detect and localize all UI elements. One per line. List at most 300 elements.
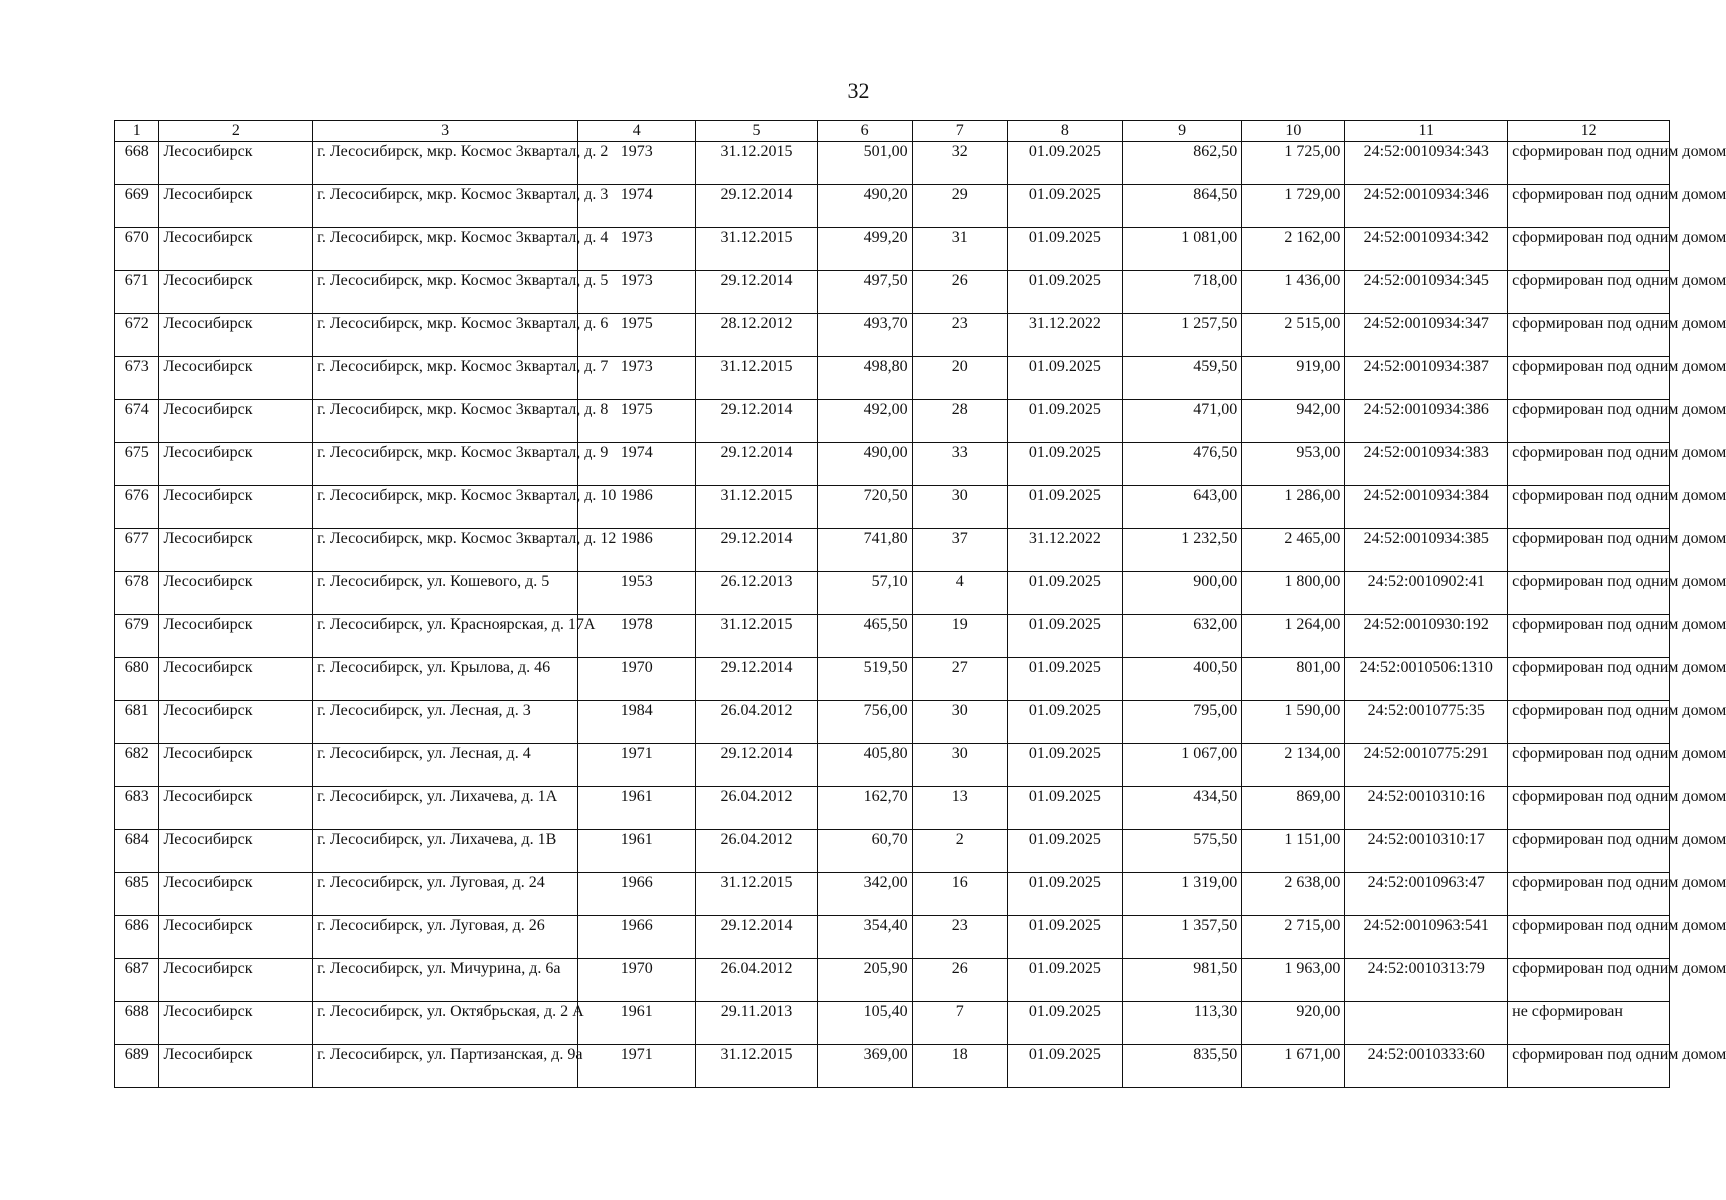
address-cell: г. Лесосибирск, ул. Лесная, д. 3 — [313, 701, 578, 744]
address-cell: г. Лесосибирск, ул. Лесная, д. 4 — [313, 744, 578, 787]
cadastral-number-cell: 24:52:0010934:343 — [1345, 142, 1508, 185]
area-cell: 493,70 — [817, 314, 912, 357]
table-row — [115, 873, 1670, 916]
cost-value-cell: 864,50 — [1122, 185, 1241, 228]
build-year-cell: 1973 — [578, 228, 696, 271]
column-header: 6 — [817, 121, 912, 142]
deadline-date-cell: 01.09.2025 — [1007, 959, 1122, 1002]
row-number-cell: 689 — [115, 1045, 159, 1088]
survey-date-cell: 26.04.2012 — [696, 959, 817, 1002]
apartments-cell: 37 — [912, 529, 1007, 572]
survey-date-cell: 29.12.2014 — [696, 916, 817, 959]
total-value-cell: 1 436,00 — [1242, 271, 1345, 314]
cadastral-number-cell: 24:52:0010310:17 — [1345, 830, 1508, 873]
cadastral-number-cell: 24:52:0010506:1310 — [1345, 658, 1508, 701]
apartments-cell: 26 — [912, 271, 1007, 314]
apartments-cell: 20 — [912, 357, 1007, 400]
survey-date-cell: 26.04.2012 — [696, 787, 817, 830]
address-cell: г. Лесосибирск, ул. Мичурина, д. 6а — [313, 959, 578, 1002]
area-cell: 465,50 — [817, 615, 912, 658]
build-year-cell: 1970 — [578, 658, 696, 701]
land-status-cell: сформирован под одним домом — [1508, 959, 1670, 1002]
cost-value-cell: 862,50 — [1122, 142, 1241, 185]
column-header: 8 — [1007, 121, 1122, 142]
page-number: 32 — [847, 78, 870, 103]
table-row — [115, 228, 1670, 271]
cadastral-number-cell: 24:52:0010934:346 — [1345, 185, 1508, 228]
address-cell: г. Лесосибирск, мкр. Космос 3квартал, д. 7 — [313, 357, 578, 400]
table-row — [115, 744, 1670, 787]
survey-date-cell: 29.12.2014 — [696, 658, 817, 701]
cadastral-number-cell: 24:52:0010310:16 — [1345, 787, 1508, 830]
apartments-cell: 18 — [912, 1045, 1007, 1088]
apartments-cell: 29 — [912, 185, 1007, 228]
survey-date-cell: 31.12.2015 — [696, 873, 817, 916]
deadline-date-cell: 01.09.2025 — [1007, 142, 1122, 185]
address-cell: г. Лесосибирск, ул. Луговая, д. 24 — [313, 873, 578, 916]
build-year-cell: 1974 — [578, 185, 696, 228]
cadastral-number-cell: 24:52:0010775:35 — [1345, 701, 1508, 744]
city-cell: Лесосибирск — [159, 142, 313, 185]
survey-date-cell: 29.12.2014 — [696, 529, 817, 572]
cadastral-number-cell: 24:52:0010934:342 — [1345, 228, 1508, 271]
total-value-cell: 2 515,00 — [1242, 314, 1345, 357]
address-cell: г. Лесосибирск, мкр. Космос 3квартал, д. 12 — [313, 529, 578, 572]
cost-value-cell: 900,00 — [1122, 572, 1241, 615]
apartments-cell: 32 — [912, 142, 1007, 185]
column-header: 4 — [578, 121, 696, 142]
land-status-cell: не сформирован — [1508, 1002, 1670, 1045]
total-value-cell: 801,00 — [1242, 658, 1345, 701]
cadastral-number-cell: 24:52:0010930:192 — [1345, 615, 1508, 658]
survey-date-cell: 26.04.2012 — [696, 701, 817, 744]
table-row — [115, 959, 1670, 1002]
survey-date-cell: 29.12.2014 — [696, 185, 817, 228]
apartments-cell: 30 — [912, 486, 1007, 529]
cadastral-number-cell: 24:52:0010934:386 — [1345, 400, 1508, 443]
cost-value-cell: 476,50 — [1122, 443, 1241, 486]
area-cell: 720,50 — [817, 486, 912, 529]
total-value-cell: 1 151,00 — [1242, 830, 1345, 873]
deadline-date-cell: 01.09.2025 — [1007, 701, 1122, 744]
city-cell: Лесосибирск — [159, 1045, 313, 1088]
survey-date-cell: 31.12.2015 — [696, 228, 817, 271]
land-status-cell: сформирован под одним домом — [1508, 400, 1670, 443]
row-number-cell: 674 — [115, 400, 159, 443]
apartments-cell: 23 — [912, 916, 1007, 959]
land-status-cell: сформирован под одним домом — [1508, 486, 1670, 529]
deadline-date-cell: 01.09.2025 — [1007, 830, 1122, 873]
total-value-cell: 942,00 — [1242, 400, 1345, 443]
city-cell: Лесосибирск — [159, 185, 313, 228]
cadastral-number-cell: 24:52:0010934:345 — [1345, 271, 1508, 314]
deadline-date-cell: 01.09.2025 — [1007, 185, 1122, 228]
city-cell: Лесосибирск — [159, 701, 313, 744]
city-cell: Лесосибирск — [159, 314, 313, 357]
area-cell: 501,00 — [817, 142, 912, 185]
build-year-cell: 1971 — [578, 1045, 696, 1088]
city-cell: Лесосибирск — [159, 271, 313, 314]
area-cell: 492,00 — [817, 400, 912, 443]
total-value-cell: 1 671,00 — [1242, 1045, 1345, 1088]
cadastral-number-cell: 24:52:0010934:387 — [1345, 357, 1508, 400]
apartments-cell: 28 — [912, 400, 1007, 443]
table-row — [115, 400, 1670, 443]
row-number-cell: 677 — [115, 529, 159, 572]
column-header: 11 — [1345, 121, 1508, 142]
cadastral-number-cell: 24:52:0010934:384 — [1345, 486, 1508, 529]
city-cell: Лесосибирск — [159, 916, 313, 959]
area-cell: 498,80 — [817, 357, 912, 400]
row-number-cell: 685 — [115, 873, 159, 916]
build-year-cell: 1961 — [578, 1002, 696, 1045]
deadline-date-cell: 01.09.2025 — [1007, 228, 1122, 271]
row-number-cell: 676 — [115, 486, 159, 529]
cadastral-number-cell: 24:52:0010775:291 — [1345, 744, 1508, 787]
apartments-cell: 16 — [912, 873, 1007, 916]
table-row — [115, 1045, 1670, 1088]
city-cell: Лесосибирск — [159, 228, 313, 271]
column-header: 7 — [912, 121, 1007, 142]
build-year-cell: 1978 — [578, 615, 696, 658]
row-number-cell: 672 — [115, 314, 159, 357]
apartments-cell: 13 — [912, 787, 1007, 830]
land-status-cell: сформирован под одним домом — [1508, 744, 1670, 787]
land-status-cell: сформирован под одним домом — [1508, 830, 1670, 873]
cadastral-number-cell: 24:52:0010934:383 — [1345, 443, 1508, 486]
total-value-cell: 920,00 — [1242, 1002, 1345, 1045]
apartments-cell: 19 — [912, 615, 1007, 658]
table-row — [115, 357, 1670, 400]
area-cell: 57,10 — [817, 572, 912, 615]
city-cell: Лесосибирск — [159, 529, 313, 572]
apartments-cell: 31 — [912, 228, 1007, 271]
land-status-cell: сформирован под одним домом — [1508, 916, 1670, 959]
row-number-cell: 686 — [115, 916, 159, 959]
row-number-cell: 687 — [115, 959, 159, 1002]
table-row — [115, 701, 1670, 744]
survey-date-cell: 31.12.2015 — [696, 142, 817, 185]
table-body — [115, 142, 1726, 1088]
total-value-cell: 1 264,00 — [1242, 615, 1345, 658]
cost-value-cell: 575,50 — [1122, 830, 1241, 873]
cadastral-number-cell: 24:52:0010963:541 — [1345, 916, 1508, 959]
address-cell: г. Лесосибирск, мкр. Космос 3квартал, д. 3 — [313, 185, 578, 228]
table-row — [115, 443, 1670, 486]
apartments-cell: 27 — [912, 658, 1007, 701]
table-row — [115, 271, 1670, 314]
header-row — [115, 121, 1670, 142]
area-cell: 497,50 — [817, 271, 912, 314]
deadline-date-cell: 01.09.2025 — [1007, 787, 1122, 830]
deadline-date-cell: 01.09.2025 — [1007, 271, 1122, 314]
address-cell: г. Лесосибирск, ул. Красноярская, д. 17А — [313, 615, 578, 658]
build-year-cell: 1975 — [578, 314, 696, 357]
build-year-cell: 1970 — [578, 959, 696, 1002]
deadline-date-cell: 01.09.2025 — [1007, 916, 1122, 959]
cost-value-cell: 643,00 — [1122, 486, 1241, 529]
address-cell: г. Лесосибирск, мкр. Космос 3квартал, д. 8 — [313, 400, 578, 443]
table-row — [115, 572, 1670, 615]
build-year-cell: 1973 — [578, 357, 696, 400]
city-cell: Лесосибирск — [159, 873, 313, 916]
row-number-cell: 669 — [115, 185, 159, 228]
row-number-cell: 680 — [115, 658, 159, 701]
address-cell: г. Лесосибирск, ул. Крылова, д. 46 — [313, 658, 578, 701]
survey-date-cell: 31.12.2015 — [696, 615, 817, 658]
row-number-cell: 683 — [115, 787, 159, 830]
survey-date-cell: 29.12.2014 — [696, 443, 817, 486]
total-value-cell: 1 963,00 — [1242, 959, 1345, 1002]
cost-value-cell: 400,50 — [1122, 658, 1241, 701]
land-status-cell: сформирован под одним домом — [1508, 615, 1670, 658]
deadline-date-cell: 01.09.2025 — [1007, 357, 1122, 400]
land-status-cell: сформирован под одним домом — [1508, 658, 1670, 701]
row-number-cell: 682 — [115, 744, 159, 787]
table-row — [115, 185, 1670, 228]
table-row — [115, 529, 1670, 572]
table-row — [115, 830, 1670, 873]
area-cell: 741,80 — [817, 529, 912, 572]
deadline-date-cell: 31.12.2022 — [1007, 314, 1122, 357]
build-year-cell: 1966 — [578, 873, 696, 916]
survey-date-cell: 29.11.2013 — [696, 1002, 817, 1045]
survey-date-cell: 31.12.2015 — [696, 486, 817, 529]
cadastral-number-cell: 24:52:0010333:60 — [1345, 1045, 1508, 1088]
area-cell: 205,90 — [817, 959, 912, 1002]
build-year-cell: 1986 — [578, 529, 696, 572]
address-cell: г. Лесосибирск, ул. Кошевого, д. 5 — [313, 572, 578, 615]
apartments-cell: 30 — [912, 701, 1007, 744]
land-status-cell: сформирован под одним домом — [1508, 443, 1670, 486]
cost-value-cell: 1 067,00 — [1122, 744, 1241, 787]
row-number-cell: 684 — [115, 830, 159, 873]
build-year-cell: 1974 — [578, 443, 696, 486]
city-cell: Лесосибирск — [159, 357, 313, 400]
build-year-cell: 1971 — [578, 744, 696, 787]
row-number-cell: 670 — [115, 228, 159, 271]
area-cell: 756,00 — [817, 701, 912, 744]
address-cell: г. Лесосибирск, мкр. Космос 3квартал, д. 6 — [313, 314, 578, 357]
land-status-cell: сформирован под одним домом — [1508, 1045, 1670, 1088]
cadastral-number-cell: 24:52:0010313:79 — [1345, 959, 1508, 1002]
row-number-cell: 671 — [115, 271, 159, 314]
build-year-cell: 1973 — [578, 271, 696, 314]
row-number-cell: 688 — [115, 1002, 159, 1045]
city-cell: Лесосибирск — [159, 615, 313, 658]
deadline-date-cell: 01.09.2025 — [1007, 400, 1122, 443]
cost-value-cell: 471,00 — [1122, 400, 1241, 443]
city-cell: Лесосибирск — [159, 443, 313, 486]
cost-value-cell: 1 319,00 — [1122, 873, 1241, 916]
total-value-cell: 919,00 — [1242, 357, 1345, 400]
land-status-cell: сформирован под одним домом — [1508, 787, 1670, 830]
total-value-cell: 1 800,00 — [1242, 572, 1345, 615]
cadastral-number-cell: 24:52:0010902:41 — [1345, 572, 1508, 615]
city-cell: Лесосибирск — [159, 787, 313, 830]
cost-value-cell: 835,50 — [1122, 1045, 1241, 1088]
city-cell: Лесосибирск — [159, 658, 313, 701]
area-cell: 405,80 — [817, 744, 912, 787]
cadastral-number-cell: 24:52:0010963:47 — [1345, 873, 1508, 916]
total-value-cell: 1 286,00 — [1242, 486, 1345, 529]
address-cell: г. Лесосибирск, ул. Лихачева, д. 1В — [313, 830, 578, 873]
apartments-cell: 4 — [912, 572, 1007, 615]
address-cell: г. Лесосибирск, мкр. Космос 3квартал, д. 5 — [313, 271, 578, 314]
survey-date-cell: 31.12.2015 — [696, 357, 817, 400]
land-status-cell: сформирован под одним домом — [1508, 572, 1670, 615]
deadline-date-cell: 01.09.2025 — [1007, 873, 1122, 916]
deadline-date-cell: 31.12.2022 — [1007, 529, 1122, 572]
build-year-cell: 1986 — [578, 486, 696, 529]
land-status-cell: сформирован под одним домом — [1508, 873, 1670, 916]
address-cell: г. Лесосибирск, мкр. Космос 3квартал, д. 4 — [313, 228, 578, 271]
row-number-cell: 681 — [115, 701, 159, 744]
apartments-cell: 33 — [912, 443, 1007, 486]
table-row — [115, 1002, 1670, 1045]
table-row — [115, 142, 1670, 185]
survey-date-cell: 29.12.2014 — [696, 400, 817, 443]
land-status-cell: сформирован под одним домом — [1508, 701, 1670, 744]
table-row — [115, 486, 1670, 529]
city-cell: Лесосибирск — [159, 400, 313, 443]
deadline-date-cell: 01.09.2025 — [1007, 1002, 1122, 1045]
cost-value-cell: 434,50 — [1122, 787, 1241, 830]
total-value-cell: 2 162,00 — [1242, 228, 1345, 271]
column-header: 3 — [313, 121, 578, 142]
total-value-cell: 2 715,00 — [1242, 916, 1345, 959]
area-cell: 354,40 — [817, 916, 912, 959]
column-header: 12 — [1508, 121, 1670, 142]
total-value-cell: 1 725,00 — [1242, 142, 1345, 185]
land-status-cell: сформирован под одним домом — [1508, 271, 1670, 314]
address-cell: г. Лесосибирск, ул. Партизанская, д. 9а — [313, 1045, 578, 1088]
land-status-cell: сформирован под одним домом — [1508, 142, 1670, 185]
table-row — [115, 615, 1670, 658]
row-number-cell: 679 — [115, 615, 159, 658]
land-status-cell: сформирован под одним домом — [1508, 185, 1670, 228]
column-header: 2 — [159, 121, 313, 142]
build-year-cell: 1984 — [578, 701, 696, 744]
deadline-date-cell: 01.09.2025 — [1007, 1045, 1122, 1088]
cost-value-cell: 632,00 — [1122, 615, 1241, 658]
land-status-cell: сформирован под одним домом — [1508, 529, 1670, 572]
column-header: 1 — [115, 121, 159, 142]
apartments-cell: 2 — [912, 830, 1007, 873]
address-cell: г. Лесосибирск, ул. Луговая, д. 26 — [313, 916, 578, 959]
survey-date-cell: 26.12.2013 — [696, 572, 817, 615]
apartments-cell: 30 — [912, 744, 1007, 787]
build-year-cell: 1953 — [578, 572, 696, 615]
cost-value-cell: 718,00 — [1122, 271, 1241, 314]
cost-value-cell: 1 081,00 — [1122, 228, 1241, 271]
deadline-date-cell: 01.09.2025 — [1007, 443, 1122, 486]
build-year-cell: 1961 — [578, 830, 696, 873]
total-value-cell: 2 638,00 — [1242, 873, 1345, 916]
total-value-cell: 2 134,00 — [1242, 744, 1345, 787]
city-cell: Лесосибирск — [159, 486, 313, 529]
address-cell: г. Лесосибирск, ул. Октябрьская, д. 2 А — [313, 1002, 578, 1045]
deadline-date-cell: 01.09.2025 — [1007, 572, 1122, 615]
total-value-cell: 1 729,00 — [1242, 185, 1345, 228]
cadastral-number-cell: 24:52:0010934:347 — [1345, 314, 1508, 357]
address-cell: г. Лесосибирск, ул. Лихачева, д. 1А — [313, 787, 578, 830]
survey-date-cell: 26.04.2012 — [696, 830, 817, 873]
build-year-cell: 1975 — [578, 400, 696, 443]
survey-date-cell: 31.12.2015 — [696, 1045, 817, 1088]
table-row — [115, 787, 1670, 830]
survey-date-cell: 28.12.2012 — [696, 314, 817, 357]
address-cell: г. Лесосибирск, мкр. Космос 3квартал, д. 9 — [313, 443, 578, 486]
city-cell: Лесосибирск — [159, 959, 313, 1002]
land-status-cell: сформирован под одним домом — [1508, 228, 1670, 271]
apartments-cell: 23 — [912, 314, 1007, 357]
deadline-date-cell: 01.09.2025 — [1007, 615, 1122, 658]
area-cell: 369,00 — [817, 1045, 912, 1088]
cadastral-number-cell: 24:52:0010934:385 — [1345, 529, 1508, 572]
city-cell: Лесосибирск — [159, 744, 313, 787]
address-cell: г. Лесосибирск, мкр. Космос 3квартал, д. 2 — [313, 142, 578, 185]
deadline-date-cell: 01.09.2025 — [1007, 658, 1122, 701]
total-value-cell: 2 465,00 — [1242, 529, 1345, 572]
deadline-date-cell: 01.09.2025 — [1007, 744, 1122, 787]
build-year-cell: 1973 — [578, 142, 696, 185]
cost-value-cell: 459,50 — [1122, 357, 1241, 400]
total-value-cell: 953,00 — [1242, 443, 1345, 486]
city-cell: Лесосибирск — [159, 830, 313, 873]
column-header: 10 — [1242, 121, 1345, 142]
area-cell: 499,20 — [817, 228, 912, 271]
area-cell: 342,00 — [817, 873, 912, 916]
area-cell: 519,50 — [817, 658, 912, 701]
housing-register-table — [114, 120, 1726, 1088]
area-cell: 490,00 — [817, 443, 912, 486]
cost-value-cell: 795,00 — [1122, 701, 1241, 744]
table-row — [115, 314, 1670, 357]
address-cell: г. Лесосибирск, мкр. Космос 3квартал, д. 10 — [313, 486, 578, 529]
build-year-cell: 1961 — [578, 787, 696, 830]
cost-value-cell: 1 257,50 — [1122, 314, 1241, 357]
area-cell: 60,70 — [817, 830, 912, 873]
cadastral-number-cell — [1345, 1002, 1508, 1045]
row-number-cell: 675 — [115, 443, 159, 486]
survey-date-cell: 29.12.2014 — [696, 271, 817, 314]
deadline-date-cell: 01.09.2025 — [1007, 486, 1122, 529]
row-number-cell: 668 — [115, 142, 159, 185]
land-status-cell: сформирован под одним домом — [1508, 357, 1670, 400]
cost-value-cell: 1 357,50 — [1122, 916, 1241, 959]
cost-value-cell: 113,30 — [1122, 1002, 1241, 1045]
apartments-cell: 26 — [912, 959, 1007, 1002]
build-year-cell: 1966 — [578, 916, 696, 959]
table-row — [115, 658, 1670, 701]
cost-value-cell: 981,50 — [1122, 959, 1241, 1002]
row-number-cell: 678 — [115, 572, 159, 615]
survey-date-cell: 29.12.2014 — [696, 744, 817, 787]
city-cell: Лесосибирск — [159, 1002, 313, 1045]
city-cell: Лесосибирск — [159, 572, 313, 615]
area-cell: 162,70 — [817, 787, 912, 830]
area-cell: 490,20 — [817, 185, 912, 228]
apartments-cell: 7 — [912, 1002, 1007, 1045]
table-row — [115, 916, 1670, 959]
column-header: 5 — [696, 121, 817, 142]
area-cell: 105,40 — [817, 1002, 912, 1045]
column-header: 9 — [1122, 121, 1241, 142]
cost-value-cell: 1 232,50 — [1122, 529, 1241, 572]
total-value-cell: 1 590,00 — [1242, 701, 1345, 744]
total-value-cell: 869,00 — [1242, 787, 1345, 830]
